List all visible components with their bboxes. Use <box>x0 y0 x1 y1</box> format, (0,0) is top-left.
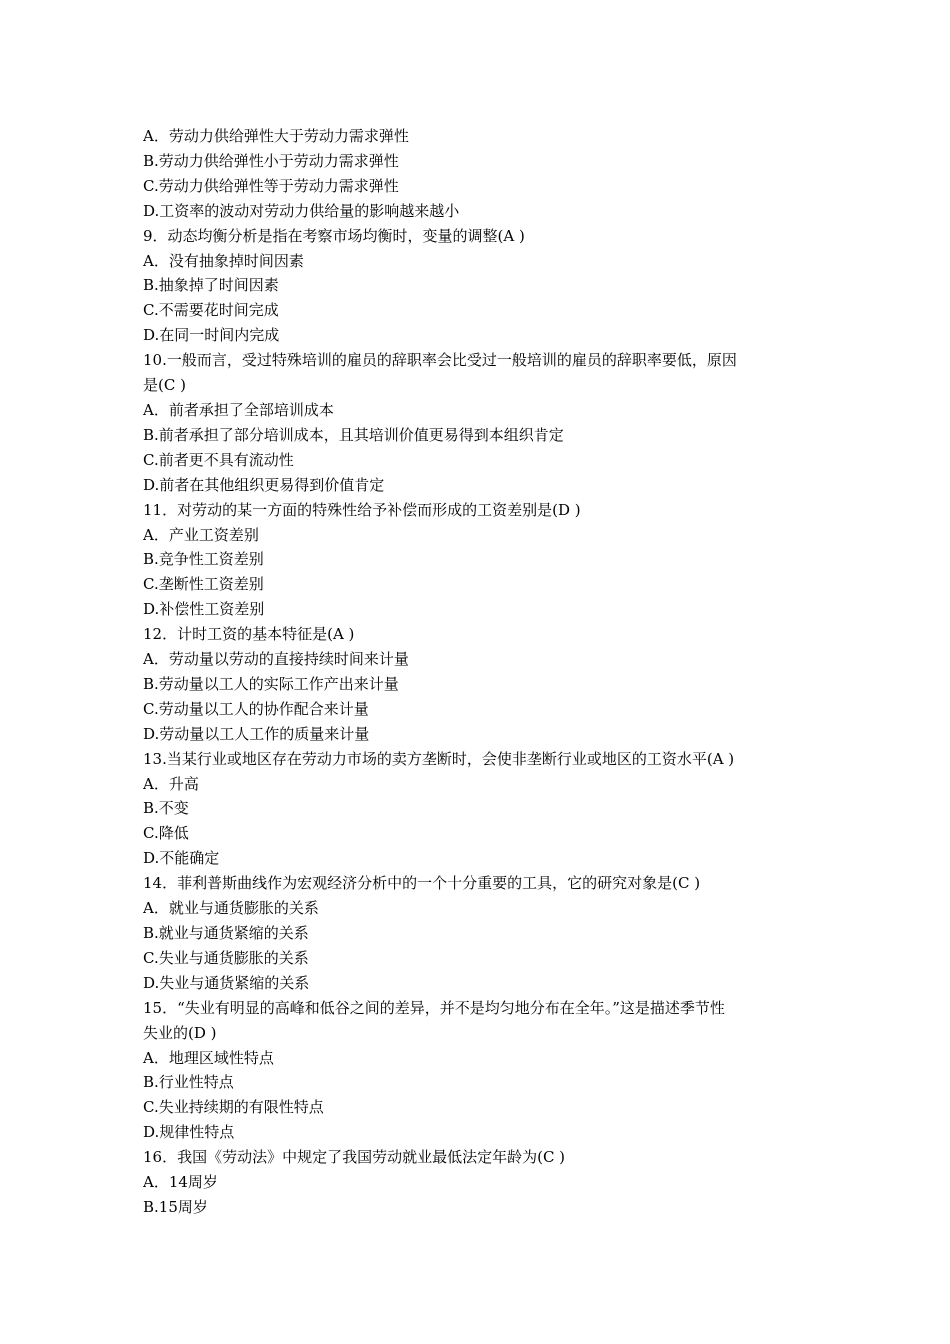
option-line: C.失业与通货膨胀的关系 <box>143 948 309 967</box>
option-line: A．前者承担了全部培训成本 <box>143 400 334 419</box>
option-line: D.工资率的波动对劳动力供给量的影响越来越小 <box>143 201 460 220</box>
option-line: C.劳动力供给弹性等于劳动力需求弹性 <box>143 176 399 195</box>
option-line: C.不需要花时间完成 <box>143 301 279 320</box>
question-line: 失业的(D ) <box>143 1023 217 1042</box>
option-line: B.15周岁 <box>143 1197 208 1216</box>
question-line: 10.一般而言，受过特殊培训的雇员的辞职率会比受过一般培训的雇员的辞职率要低，原因 <box>143 351 737 370</box>
option-line: C.劳动量以工人的协作配合来计量 <box>143 699 369 718</box>
option-line: B.不变 <box>143 799 189 818</box>
option-line: A．14周岁 <box>143 1173 218 1192</box>
question-line: 14．菲利普斯曲线作为宏观经济分析中的一个十分重要的工具，它的研究对象是(C ) <box>143 874 701 893</box>
question-line: 16．我国《劳动法》中规定了我国劳动就业最低法定年龄为(C ) <box>143 1148 566 1167</box>
question-line: 9．动态均衡分析是指在考察市场均衡时，变量的调整(A ) <box>143 226 525 245</box>
option-line: A．地理区域性特点 <box>143 1048 274 1067</box>
option-line: C.垄断性工资差别 <box>143 575 264 594</box>
option-line: D.不能确定 <box>143 849 220 868</box>
option-line: B.竞争性工资差别 <box>143 550 264 569</box>
option-line: A．就业与通货膨胀的关系 <box>143 899 319 918</box>
option-line: D.在同一时间内完成 <box>143 326 280 345</box>
question-line: 是(C ) <box>143 376 186 395</box>
option-line: C.失业持续期的有限性特点 <box>143 1098 324 1117</box>
option-line: B.就业与通货紧缩的关系 <box>143 924 309 942</box>
option-line: D.规律性特点 <box>143 1123 235 1142</box>
question-line: 13.当某行业或地区存在劳动力市场的卖方垄断时，会使非垄断行业或地区的工资水平(A ) <box>143 749 735 768</box>
option-line: B.劳动力供给弹性小于劳动力需求弹性 <box>143 151 399 170</box>
option-line: D.劳动量以工人工作的质量来计量 <box>143 724 370 743</box>
option-line: C.降低 <box>143 824 189 843</box>
option-line: B.劳动量以工人的实际工作产出来计量 <box>143 674 399 693</box>
option-line: A．产业工资差别 <box>143 525 259 544</box>
option-line: A．升高 <box>143 774 199 793</box>
option-line: B.前者承担了部分培训成本，且其培训价值更易得到本组织肯定 <box>143 425 564 444</box>
question-line: 12．计时工资的基本特征是(A ) <box>143 625 355 644</box>
option-line: B.抽象掉了时间因素 <box>143 276 279 295</box>
option-line: C.前者更不具有流动性 <box>143 450 294 469</box>
option-line: A．没有抽象掉时间因素 <box>143 251 304 270</box>
option-line: B.行业性特点 <box>143 1073 234 1092</box>
question-line: 15．“失业有明显的高峰和低谷之间的差异，并不是均匀地分布在全年。”这是描述季节性 <box>143 998 725 1017</box>
option-line: D.补偿性工资差别 <box>143 600 265 619</box>
option-line: D.前者在其他组织更易得到价值肯定 <box>143 475 385 494</box>
option-line: A．劳动量以劳动的直接持续时间来计量 <box>143 650 409 669</box>
question-line: 11．对劳动的某一方面的特殊性给予补偿而形成的工资差别是(D ) <box>143 500 581 519</box>
option-line: A．劳动力供给弹性大于劳动力需求弹性 <box>143 127 409 145</box>
document-page <box>143 124 813 1220</box>
option-line: D.失业与通货紧缩的关系 <box>143 973 310 992</box>
